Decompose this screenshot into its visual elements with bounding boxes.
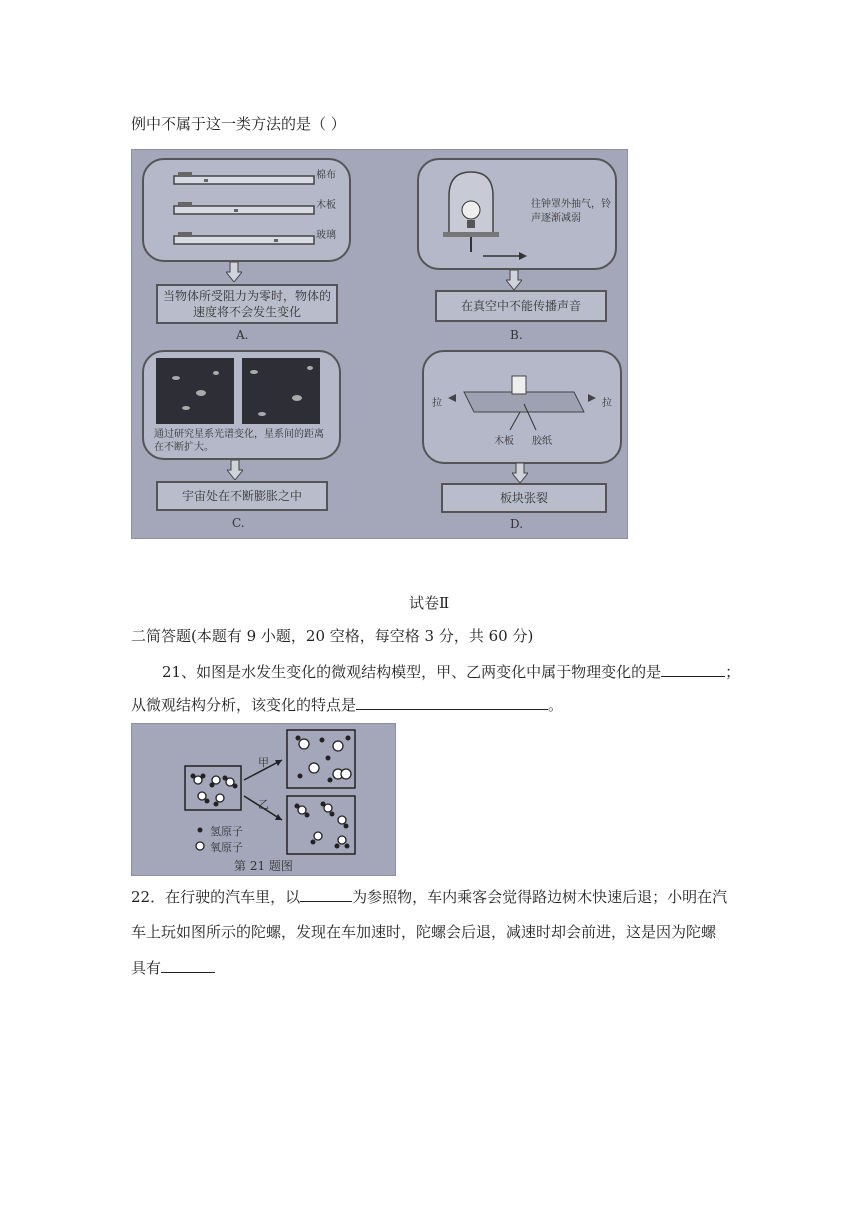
panel-b-conclusion: 在真空中不能传播声音 [435,290,607,322]
panel-d-label-board: 木板 [494,436,514,447]
down-arrow-icon [226,262,242,282]
q21-line-1 [162,661,740,682]
hydrogen-legend-icon [198,828,203,833]
plate-split-illustration [424,352,620,462]
panel-c-note: 通过研究星系光谱变化，星系间的距离在不断扩大。 [154,429,324,453]
q21-line-2-end: 。 [548,696,564,714]
panel-b-diagram [417,158,617,270]
panel-a-label-1: 棉布 [316,170,336,181]
q21-line-2-text: 从微观结构分析，该变化的特点是 [131,696,357,714]
arrow-label-a: 甲 [258,756,269,769]
q22-line-3-text: 具有 [131,959,162,977]
bell-jar-icon [419,160,529,268]
galaxy-image-2 [242,358,320,424]
panel-b-caption: B. [510,328,523,342]
q22-answer-blank-1[interactable] [300,887,352,902]
q21-line-1-end: ； [725,663,741,681]
panel-d-right-label: 拉 [602,398,612,409]
q21-line-2 [131,694,563,715]
down-arrow-icon [506,270,522,290]
panel-c-caption: C. [232,516,245,530]
panel-b-note: 往钟罩外抽气，铃声逐渐减弱 [531,199,611,224]
q21-figure [131,723,396,876]
legend-oxygen: 氧原子 [210,841,243,854]
arrow-label-b: 乙 [258,798,269,811]
panel-d-label-tape: 胶纸 [532,436,552,447]
down-arrow-icon [227,460,243,480]
panel-c-diagram [142,350,341,460]
galaxy-image-1 [156,358,234,424]
q22-line-1-start: 22．在行驶的汽车里，以 [131,888,301,906]
section-title: 试卷Ⅱ [409,594,450,612]
question-intro: 例中不属于这一类方法的是（ ） [131,115,346,133]
q21-figure-caption: 第 21 题图 [234,859,293,873]
panel-a-label-2: 木板 [316,200,336,211]
panel-d-diagram [422,350,622,464]
panel-d-caption: D. [510,517,524,531]
section-instructions: 二简答题(本题有 9 小题，20 空格，每空格 3 分，共 60 分) [131,627,534,645]
panel-c-conclusion: 宇宙处在不断膨胀之中 [156,481,328,511]
panel-d-left-label: 拉 [432,398,442,409]
panel-d-conclusion: 板块张裂 [441,483,607,513]
q20-figure [131,149,628,539]
q21-answer-blank-2[interactable] [356,695,548,710]
oxygen-legend-icon [196,842,204,850]
q22-line-3 [131,957,215,978]
down-arrow-icon [512,463,528,483]
q21-answer-blank-1[interactable] [661,662,725,677]
q22-line-1 [131,886,727,907]
legend-hydrogen: 氢原子 [210,825,243,838]
panel-a-caption: A. [236,328,249,342]
panel-a-conclusion: 当物体所受阻力为零时，物体的速度将不会发生变化 [156,284,338,324]
q22-line-1-rest: 为参照物，车内乘客会觉得路边树木快速后退；小明在汽 [352,888,728,906]
q22-answer-blank-2[interactable] [161,958,215,973]
q22-line-2: 车上玩如图所示的陀螺，发现在车加速时，陀螺会后退，减速时却会前进，这是因为陀螺 [131,923,717,941]
panel-a-label-3: 玻璃 [316,230,336,241]
q21-line-1-text: 21、如图是水发生变化的微观结构模型，甲、乙两变化中属于物理变化的是 [162,663,662,681]
panel-a-diagram [142,158,351,262]
